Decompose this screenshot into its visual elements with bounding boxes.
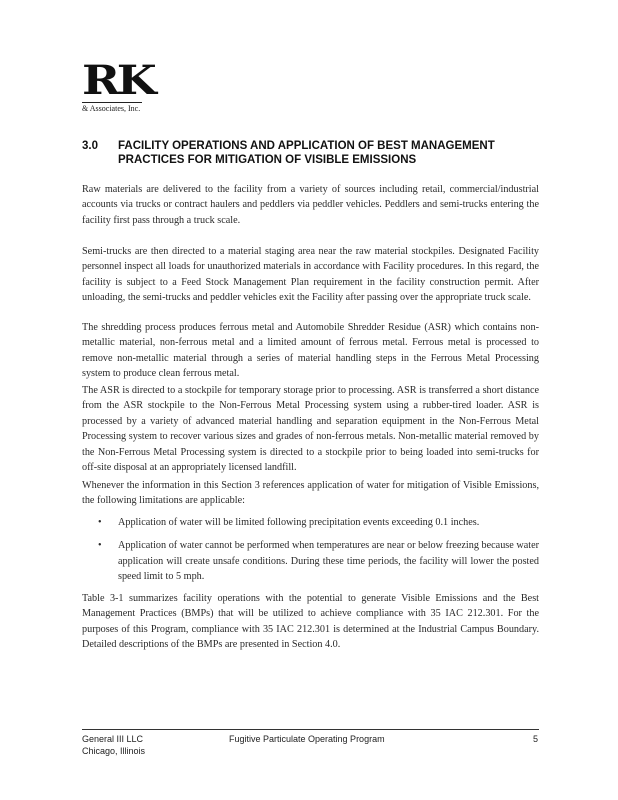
footer-location: Chicago, Illinois	[82, 746, 146, 756]
paragraph-water-limitations: Whenever the information in this Section 3 references application of water for mitigation of Visible Emissions, the following limitations are applicable:	[82, 480, 539, 507]
paragraph-shredding: The shredding process produces ferrous metal and Automobile Shredder Residue (ASR) which contains non-metallic material, non-ferrous metal and a limited amount of ferrous metal. Ferrous metal is processed to remove non-metallic material through a series of material handling steps in the Ferrous Metal Processing system to produce clean ferrous metal.	[82, 322, 539, 380]
list-item	[96, 515, 539, 530]
footer-page-number: 5	[533, 734, 539, 744]
list-item-text: Application of water will be limited following precipitation events exceeding 0.1 inches.	[118, 517, 480, 528]
footer-divider	[82, 729, 539, 730]
paragraph-table-summary: Table 3-1 summarizes facility operations with the potential to generate Visible Emissions and the Best Management Practices (BMPs) that will be utilized to achieve compliance with 35 IAC 212.301. For the purposes of this Program, compliance with 35 IAC 212.301 is determined at the Industrial Campus Boundary. Detailed descriptions of the BMPs are presented in Section 4.0.	[82, 593, 539, 651]
list-item-text: Application of water cannot be performed when temperatures are near or below freezing because water application will create unsafe conditions. During these time periods, the facility will lower the posted speed limit to 5 mph.	[118, 540, 539, 583]
section-heading	[82, 139, 542, 167]
limitations-list	[96, 515, 539, 593]
footer-doc-title: Fugitive Particulate Operating Program	[229, 734, 385, 744]
paragraph-semi-trucks: Semi-trucks are then directed to a material staging area near the raw material stockpiles. Designated Facility personnel inspect all loads for unauthorized materials in accordance with Facility procedures. In this regard, the facility is subject to a Feed Stock Management Plan requirement in the facility construction permit. After unloading, the semi-trucks and peddler vehicles exit the Facility after passing over the appropriate truck scale.	[82, 246, 539, 304]
footer-company-block	[82, 733, 145, 757]
paragraph-asr: The ASR is directed to a stockpile for temporary storage prior to processing. ASR is transferred a short distance from the ASR stockpile to the Non-Ferrous Metal Processing system using a rubber-tired loader. ASR is processed by a variety of advanced material handling and separation equipment in the Non-Ferrous Metal Processing system to recover various sizes and grades of non-ferrous metals. Non-metallic material removed by the Non-Ferrous Metal Processing system is directed to a stockpile prior to being loaded into semi-trucks for off-site disposal at an appropriately licensed landfill.	[82, 385, 539, 474]
bullet-icon: •	[98, 540, 102, 552]
list-item	[96, 538, 539, 584]
company-logo	[82, 57, 154, 113]
bullet-icon: •	[98, 517, 102, 528]
logo-subtitle: & Associates, Inc.	[82, 104, 141, 113]
footer-company: General III LLC	[82, 734, 144, 744]
section-title: FACILITY OPERATIONS AND APPLICATION OF BEST MANAGEMENT PRACTICES FOR MITIGATION OF VISIBLE EMISSIONS	[118, 140, 495, 166]
logo-mark: RK	[82, 57, 154, 104]
section-number: 3.0	[82, 140, 98, 152]
paragraph-raw-materials: Raw materials are delivered to the facility from a variety of sources including retail, commercial/industrial accounts via trucks or contract haulers and peddlers via peddler vehicles. Peddlers and semi-trucks entering the facility first pass through a truck scale.	[82, 184, 539, 226]
